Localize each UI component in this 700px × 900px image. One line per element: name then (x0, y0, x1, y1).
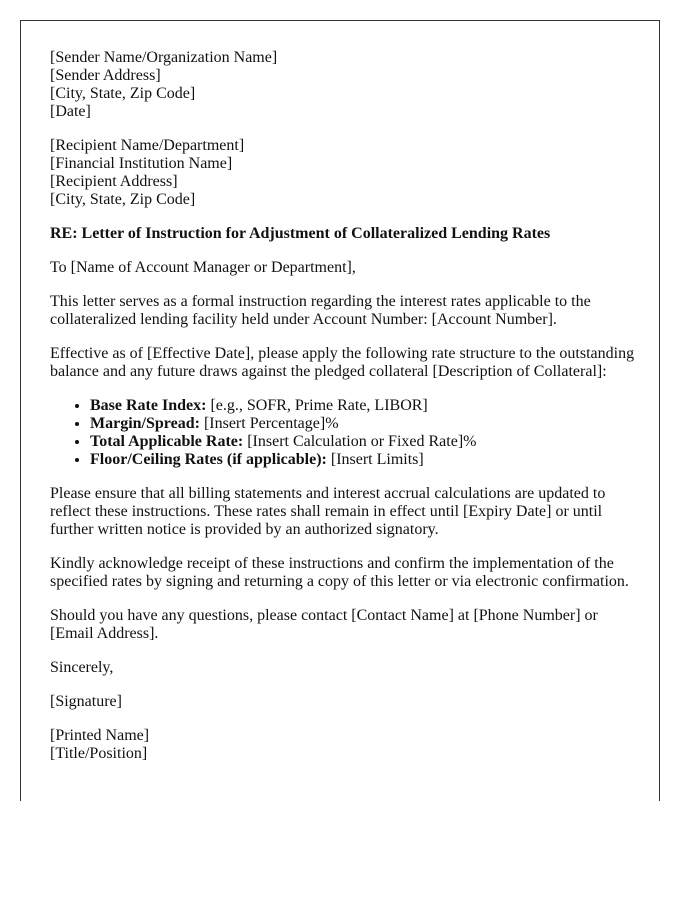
rate-item-floor-ceiling (90, 451, 640, 469)
billing-paragraph: Please ensure that all billing statements and interest accrual calculations are updated to reflect these instructions. These rates shall remain in effect until [Expiry Date] or until further written notice is provided by an authorized signatory. (50, 485, 606, 538)
sender-city-state-zip: [City, State, Zip Code] (50, 85, 196, 102)
sender-address: [Sender Address] (50, 67, 161, 84)
recipient-name: [Recipient Name/Department] (50, 137, 245, 154)
rate-item-label: Base Rate Index: (90, 397, 207, 414)
signatory-block (50, 727, 640, 763)
sender-block (50, 49, 640, 121)
valediction: Sincerely, (50, 659, 114, 676)
rate-item-value: [Insert Calculation or Fixed Rate]% (243, 433, 477, 450)
effective-paragraph: Effective as of [Effective Date], please apply the following rate structure to the outstanding balance and any future draws against the pledged collateral [Description of Collateral]: (50, 345, 635, 380)
letter-content (50, 49, 640, 779)
recipient-address: [Recipient Address] (50, 173, 178, 190)
letter-date: [Date] (50, 103, 91, 120)
contact-paragraph: Should you have any questions, please contact [Contact Name] at [Phone Number] or [Email Address]. (50, 607, 598, 642)
rate-item-label: Margin/Spread: (90, 415, 200, 432)
intro-paragraph: This letter serves as a formal instruction regarding the interest rates applicable to the collateralized lending facility held under Account Number: [Account Number]. (50, 293, 591, 328)
recipient-city-state-zip: [City, State, Zip Code] (50, 191, 196, 208)
rate-item-value: [Insert Percentage]% (199, 415, 339, 432)
letter-page (20, 20, 660, 801)
rate-item-value: [Insert Limits] (326, 451, 424, 468)
sender-name: [Sender Name/Organization Name] (50, 49, 278, 66)
rate-item-margin (90, 415, 640, 433)
signatory-title: [Title/Position] (50, 745, 148, 762)
signature-placeholder: [Signature] (50, 693, 122, 710)
rate-item-label: Total Applicable Rate: (90, 433, 244, 450)
rate-item-label: Floor/Ceiling Rates (if applicable): (90, 451, 327, 468)
printed-name: [Printed Name] (50, 727, 150, 744)
rate-structure-list (50, 397, 640, 469)
salutation: To [Name of Account Manager or Department], (50, 259, 356, 276)
subject-line: RE: Letter of Instruction for Adjustment of Collateralized Lending Rates (50, 225, 551, 242)
rate-item-value: [e.g., SOFR, Prime Rate, LIBOR] (206, 397, 428, 414)
recipient-block (50, 137, 640, 209)
rate-item-base-rate (90, 397, 640, 415)
recipient-institution: [Financial Institution Name] (50, 155, 233, 172)
acknowledge-paragraph: Kindly acknowledge receipt of these instructions and confirm the implementation of the specified rates by signing and returning a copy of this letter or via electronic confirmation. (50, 555, 629, 590)
rate-item-total-rate (90, 433, 640, 451)
